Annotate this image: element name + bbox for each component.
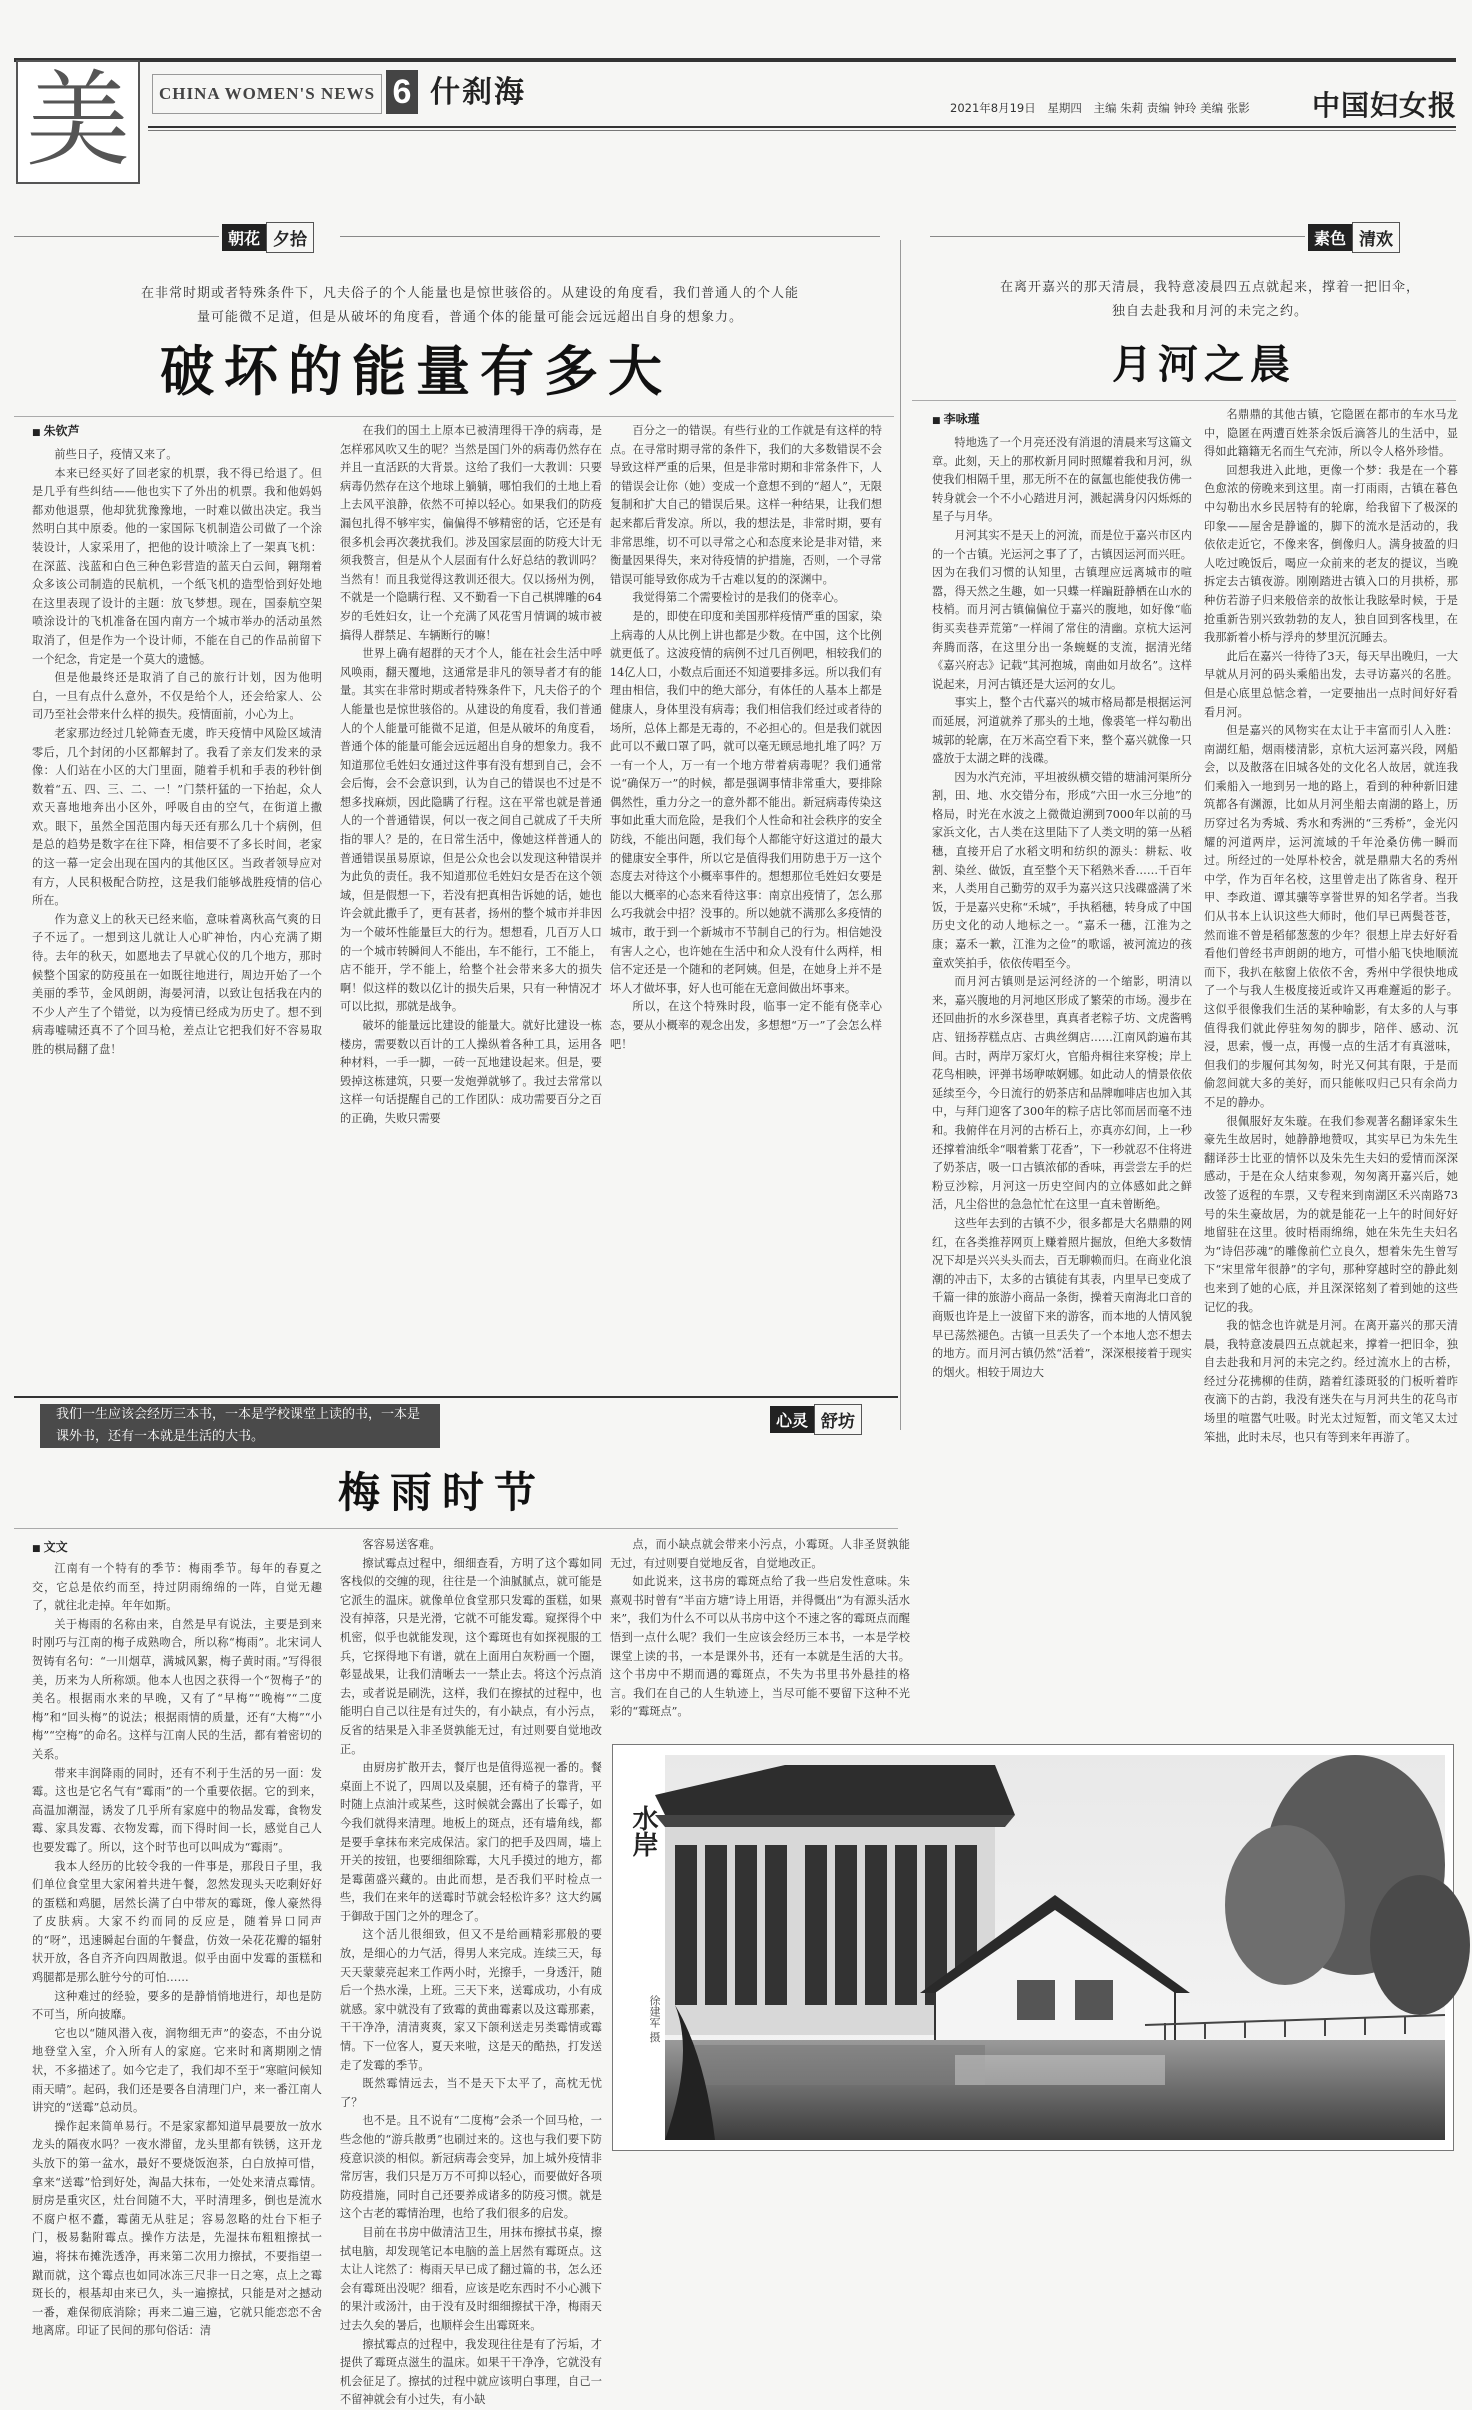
article-column-2 [340,1536,602,2407]
issue-weekday: 星期四 [1047,101,1082,115]
article-column-3 [610,422,882,1374]
building-roof-edge [655,1815,1015,1827]
photo-credit: 徐建军 摄 [648,1995,661,2043]
article-column-1 [932,434,1192,1878]
issue-date: 2021年8月19日 [950,101,1036,115]
article-column-2 [340,422,602,1374]
paragraph: 回想我进入此地，更像一个梦：我是在一个暮色愈浓的傍晚来到这里。南一打雨雨，古镇在暮色中勾勒出水乡民居特有的轮廓，给我留下了极深的印象——屋舍是静谧的，脚下的流水是活动的，我依依走近它，不像来客，倒像归人。满身披盈的归人吃过晚饭后，喝应一众前来的老友的提议，当晚拆定去古镇夜游。刚刚踏进古镇入口的月拱桥，那种仿若游子归来般倍亲的故怅让我眩晕时候，于是抢重新告别兴致勃勃的友人，独自回到客栈里，在我那新着小桥与浮舟的梦里沉沉睡去。 [1204,463,1458,645]
newspaper-logo: 中国妇女报 [1312,89,1458,122]
paragraph: 破坏的能量远比建设的能量大。就好比建设一栋楼房，需要数以百计的工人操纵着各种工具，运用各种材料，一手一脚，一砖一瓦地建设起来。但是，要毁掉这栋建筑，只要一发炮弹就够了。我过去常常以这样一句话提醒自己的工作团队：成功需要百分之百的正确，失败只需要 [340,1019,602,1125]
paragraph: 也不是。且不说有“二度梅”会杀一个回马枪，一些念他的“游兵散勇”也刷过来的。这也与我们要下防疫意识淡的相似。新冠病毒会变异，加上城外疫情非常厉害，我们只是万万不可抑以轻心，而要做好各项防疫措施，同时自己还要养成诸多的防疫习惯。就是这个古老的霉情治理，也给了我们很多的启发。 [340,2114,602,2221]
big-char-mei: 美 [16,60,140,184]
paragraph: 是的，即使在印度和美国那样疫情严重的国家，染上病毒的人从比例上讲也都是少数。在中国，这个比例就更低了。这波疫情的病例不过几百例吧，相较我们的14亿人口，小数点后面还不知道要排多远。所以我们有理由相信，我们中的绝大部分，有体任的人基本上都是健康人，身体里没有病毒；我们相信我们经过或者待的场所，总体上都是无毒的，不必担心的。但是我们就因此可以不戴口罩了吗，就可以毫无顾忌地扎堆了吗？万一有一个人，万一有一个地方带着病毒呢？我们通常说“确保万一”的时候，都是强调事情非常重大，要排除偶然性，重力分之一的意外都不能出。新冠病毒传染这事如此重大而危险，是我们个人性命和社会秩序的安全防线，不能出问题，我们每个人都能守好这道过的最大的健康安全事件，所以它是值得我们用防患于万一这个态度去对待这个小概率事件的。想想那位毛姓妇女要是能以大概率的心态来看待这事：南京出疫情了，怎么那么巧我就会中招？没事的。所以她就不满那么多疫情的城市，敢于到一个新城市不节制自己的行为。相信她没有害人之心，也许她在生活中和众人没有什么两样，相信不定还是一个随和的老阿姨。但是，在她身上并不是坏人才做坏事，好人也可能在无意间做出坏事来。 [610,609,882,995]
paragraph: 我觉得第二个需要检讨的是我们的侥幸心。 [632,591,845,605]
window-grid [675,1845,977,2005]
column-tag-main: 朝花 [222,224,266,251]
paragraph: 点，而小缺点就会带来小污点，小霉斑。人非圣贤孰能无过，有过则要自觉地反省，自觉地改正。 [610,1538,910,1570]
paragraph: 这种难过的经验，要多的是静悄悄地进行，却也是防不可当，所向披靡。 [32,1989,322,2022]
column-tag-xinling [770,1404,862,1435]
paragraph: 此后在嘉兴一待待了3天，每天早出晚归，一大早就从月河的码头乘船出发，去寻访嘉兴的名胜。但是心底里总惦念着，一定要抽出一点时间好好看看月河。 [1204,649,1458,719]
paragraph: 擦试霉点过程中，细细查看，方明了这个霉如同客栈似的交缠的现，往往是一个油腻腻点，就可能是它派生的温床。就像单位食堂那只发霉的蛋糕，如果没有掉落，只是光滑，它就不可能发霉。窥探得个中机密，似乎也就能发现，这个霉斑也有如探视服的工兵，它探得地下有谱，就在上面用白灰粉画一个圈，彰显战果，让我们清晰去一一禁止去。将这个污点消去，或者说是刷洗，这样，我们在擦拭的过程中，也能明白自己以往是有过失的，有小缺点，有小污点，反省的结果是入非圣贤孰能无过，有过则要自觉地改正。 [340,1556,602,1756]
tree [1370,1875,1470,2015]
issue-info [950,100,1250,116]
column-tag-main: 素色 [1308,224,1352,251]
paper-name-en: CHINA WOMEN'S NEWS [152,74,382,114]
reflection [685,2045,985,2085]
paragraph: 如此说来，这书房的霉斑点给了我一些启发性意味。朱熹观书时曾有“半亩方塘”诗上用语，并得慨出“为有源头活水来”，我们为什么不可以从书房中这个不速之客的霉斑点而醒悟到一点什么呢？我们一生应该会经历三本书，一本是学校课堂上读的书，一本是课外书，还有一本就是生活的大书。这个书房中不期而遇的霉斑点，不失为书里书外悬挂的格言。我们在自己的人生轨迹上，当尽可能不要留下这种不光彩的“霉斑点”。 [610,1575,910,1719]
editors: 主编 朱莉 责编 钟玲 美编 张影 [1093,101,1250,115]
paragraph: 百分之一的错误。有些行业的工作就是有这样的特点。在寻常时期寻常的条件下，我们的大多数错误不会导致这样严重的后果，但是非常时期和非常条件下，人的错误会让你（她）变成一个意想不到的“超人”，无限复制和扩大自己的错误后果。这样一种结果，让我们想起来都后背发凉。所以，我的想法是，非常时期，要有非常思维，切不可以寻常之心和态度来论是非对错，来衡量因果得失，来对待疫情的护措施，否则，一个寻常错误可能导致你成为千古难以复的的深渊中。 [610,424,882,586]
paragraph: 客容易送客难。 [362,1538,441,1551]
gable-window [1075,1980,1113,2020]
paragraph: 江南有一个特有的季节：梅雨季节。每年的春夏之交，它总是依约而至，持过阴雨绵绵的一阵，自觉无趣了，就往北走掉。年年如斯。 [32,1562,322,1613]
article-deck: 在非常时期或者特殊条件下，凡夫俗子的个人能量也是惊世骇俗的。从建设的角度看，我们普通人的个人能量可能微不足道，但是从破坏的角度看，普通个体的能量可能会远远超出自身的想象力。 [140,286,799,325]
paragraph: 月河其实不是天上的河流，而是位于嘉兴市区内的一个古镇。光运河之事了了，古镇因运河而兴旺。因为在我们习惯的认知里，古镇理应远离城市的喧嚣，得天然之生趣，如一只蝶一样蹁跹静栖在山水的枝梢。而月河古镇偏偏位于嘉兴的腹地，如好像“临街买卖巷弄荒第”一样闹了常住的清幽。京杭大运河奔腾而落，在这里分出一条蜿蜒的支流，据清光绪《嘉兴府志》记载“其河抱城，南曲如月故名”。这样说起来，月河古镇还是大运河的女儿。 [932,528,1192,691]
article-column-1 [32,446,322,1376]
column-tag-main: 心灵 [770,1406,814,1433]
column-tag-suse [1308,222,1400,253]
paragraph: 事实上，整个古代嘉兴的城市格局都是根据运河而延展，河道就养了那头的土地，像裘笔一样勾勒出城郭的轮廓，在万米高空看下来，整个嘉兴就像一只盛放于太湖之畔的浅碟。 [932,696,1192,766]
gable-window [1017,1980,1055,2020]
paragraph: 但是嘉兴的风物实在太让于丰富而引人入胜：南湖红船，烟雨楼清影，京杭大运河嘉兴段，网船会，以及散落在旧城各处的文化名人故居，就连我们乘船入一地到另一地的路上，看到的种种新旧建筑都各有渊源，比如从月河坐船去南湖的路上，历历穿过名为秀城、秀水和秀洲的“三秀桥”，金光闪耀的河道两岸，运河流域的千年沧桑仿佛一瞬而过。所经过的一处厚朴校舍，就是鼎鼎大名的秀州中学，作为百年名校，这里曾走出了陈省身、程开甲、李政道、谭其骧等享誉世界的知名学者。当我们从书本上认识这些大师时，他们早已两鬓苍苍，然而谁不曾是稻郁葱葱的少年？很想上岸去好好看看他们曾经书声朗朗的地方，可惜小船飞快地顺流而下，我扒在舷窗上依依不舍，秀州中学很快地成了一个与我人生极度接近或许又再难邂逅的影子。这似乎很像我们生活的某种喻影，有太多的人与事值得我们就此停驻匆匆的脚步，陪伴、感动、沉浸，思索，慢一点，再慢一点的生活才有真滋味，但我们的步履何其匆匆，时光又何其有限，于是而偷忽间就大多的美好，而只能帐叹归己只有余尚力不足的静办。 [1204,724,1458,1109]
paragraph: 我的惦念也许就是月河。在离开嘉兴的那天清晨，我特意凌晨四五点就起来，撑着一把旧伞，独自去赴我和月河的未完之约。经过流水上的古桥，经过分花拂柳的佳荫，踏着红漆斑驳的门板听着昨夜滴下的古韵，我没有迷失在与月河共生的花鸟市场里的喧嚣气吐吸。时光太过短暂，而文笔又太过笨拙，此时未尽，也只有等到来年再游了。 [1204,1319,1458,1444]
paragraph: 这个活儿很细致，但又不是给画精彩那般的要放，是细心的力气活，得男人来完成。连续三天，每天天蒙蒙亮起来工作两小时，光擦手，一身透汗，随后一个热水澡，上班。三天下来，送霉成功，小有成就感。家中就没有了致霉的黄曲霉素以及这霉那素，干干净净，清清爽爽，家又下颌利送走另类霉情或霉情。下一位客人，夏天来啦，这是天的酷热，打发送走了发霉的季节。 [340,1928,602,2072]
quote-text: 我们一生应该会经历三本书，一本是学校课堂上读的书，一本是课外书，还有一本就是生活的大书。 [56,1407,421,1444]
paragraph: 很佩服好友朱璇。在我们参观著名翻译家朱生豪先生故居时，她静静地赞叹，其实早已为朱先生翻译莎士比亚的情怀以及朱先生夫妇的爱情而深深感动，于是在众人结束参观，匆匆离开嘉兴后，她改签了返程的车票，又专程来到南湖区禾兴南路73号的朱生豪故居，为的就是能花一上午的时间好好地留驻在这里。彼时梧雨绵绵，她在朱先生夫妇名为“诗侣莎魂”的雕像前伫立良久，想着朱先生曾写下“宋里常年很静”的字句，那种穿越时空的静此刻也来到了她的心底，并且深深铭刻了着到她的这些记忆的我。 [1204,1114,1458,1314]
paragraph: 世界上确有超群的天才个人，能在社会生活中呼风唤雨，翻天覆地，这通常是非凡的领导者才有的能量。其实在非常时期或者特殊条件下，凡夫俗子的个人能量也是惊世骇俗的。从建设的角度看，我们普通人的个人能量可能微不足道，但是从破坏的角度看，普通个体的能量可能会远远超出自身的想象力。我不知道那位毛姓妇女通过这件事有没有想到自己，会不会后悔，会不会意识到，认为自己的错误也不过是不想多找麻烦，因此隐瞒了行程。这在平常也就是普通人的一个普通错误，何以一夜之间自己就成了千夫所指的罪人？是的，在日常生活中，像她这样普通人的普通错误虽易原谅，但是公众也会以发现这种错误并为此负的责任。我不知道那位毛姓妇女是否在这个领域，但是假想一下，若没有把真相告诉她的话，她也许会就此撒手了，更有甚者，扬州的整个城市并非因为一个破坏性能量巨大的行为。想想看，几百万人口的一个城市转瞬间人不能出，车不能行，工不能上，店不能开，学不能上，给整个社会带来多大的损失啊！似这样的数以亿计的损失后果，只有一种情况才可以比拟，那就是战争。 [340,647,602,1014]
paragraph: 名鼎鼎的其他古镇，它隐匿在都市的车水马龙中，隐匿在两遭百姓茶余饭后滴答儿的生活中，显得如此籍籍无名而生气充沛，所以令人格外珍惜。 [1204,408,1458,459]
paragraph: 它也以“随风潜入夜，润物细无声”的姿态，不由分说地登堂入室，介入所有人的家庭。它来时和离期刚之情状，不多描述了。如今它走了，我们却不至于“寒暄问候知雨天晴”。起码，我们还是要各自清理门户，来一番江南人讲究的“送霉”总动员。 [32,2026,322,2115]
article-column-1 [32,1560,322,2338]
article-title: 破坏的能量有多大 [160,339,672,403]
paragraph: 老家那边经过几轮筛查无虞，昨天疫情中风险区域清零后，几个封闭的小区都解封了。我看了亲友们发来的录像：人们站在小区的大门里面，随着手机和手表的秒针倒数着“五、四、三、二、一！”门禁杆猛的一下抬起，众人欢天喜地地奔出小区外，呼吸自由的空气，在街道上撒欢。眼下，虽然全国范围内每天还有那么几十个病例，但是总的趋势是数字在往下降，相信要不了多长时间，老家的这一幕一定会出现在国内的其他区区。当政者领导应对有方，人民积极配合防控，这是我们能够战胜疫情的信心所在。 [32,726,322,908]
paragraph: 作为意义上的秋天已经来临，意味着离秋高气爽的日子不远了。一想到这儿就让人心旷神怡，内心充满了期待。去年的秋天，如愿地去了早就心仪的几个地方，那时候整个国家的防疫虽在一如既往地进行，周边开始了一个美丽的季节，金风朗朗，海晏河清，以致让包括我在内的不少人产生了个错觉，以为疫情已经成为历史了。想不到病毒嘘啸还真不了个回马枪，差点让它把我们好不容易取胜的棋局翻了盘！ [32,912,322,1056]
article-byline: ■ 朱钦芦 [32,422,80,439]
section-name: 什刹海 [430,75,526,110]
paragraph: 既然霉情远去，当不是天下太平了，高枕无忧了？ [340,2077,602,2109]
paragraph: 所以，在这个特殊时段，临事一定不能有侥幸心态，要从小概率的观念出发，多想想“万一”了会怎么样吧！ [610,1000,882,1051]
reflection [955,2055,1165,2085]
article-column-3 [610,1536,910,1719]
paragraph: 前些日子，疫情又来了。 [54,448,178,461]
article-column-2 [1204,406,1458,1878]
tree [1225,1825,1345,1985]
paragraph: 由厨房扩散开去，餐厅也是值得巡视一番的。餐桌面上不说了，四周以及桌腿，还有椅子的靠背，平时随上点油汁或某些，这时候就会露出了长霉子，如今我们就得来清理。地板上的斑点，还有墙角线，都是要手拿抹布来完成保洁。家门的把手及四周，墙上开关的按钮，也要细细除霉，大凡手摸过的地方，都是霉菌盛兴藏的。由此而想，是否我们平时检点一些，我们在来年的送霉时节就会轻松许多？这大约属于御敌于国门之外的理念了。 [340,1761,602,1923]
column-tag-sub: 夕拾 [266,222,314,253]
photo-frame [612,1744,1454,2151]
column-tag-sub: 舒坊 [814,1404,862,1435]
article-byline: ■ 李咏瑾 [932,410,980,427]
page-number: 6 [386,70,418,114]
paragraph: 因为水汽充沛，平坦被纵横交错的塘浦河渠所分割，田、地、水交错分布，形成“六田一水三分地”的格局，时光在水波之上微微迫溯到7000年以前的马家浜文化，古人类在这里陆下了人类文明的第一丛稻穗，直接开启了水稻文明和纺织的源头：耕耘、收割、染丝、做饭，直至整个天下稻熟米香……千百年来，人类用自己勤劳的双手为嘉兴这只浅碟盛满了米饭，于是嘉兴史称“禾城”，手执稻穗，转身成了中国历史文化的动人地标之一。“嘉禾一穗，江淮为之康；嘉禾一歉，江淮为之俭”的歌谣，被河流边的孩童欢笑拍手，依依传唱至今。 [932,770,1192,970]
paragraph: 但是他最终还是取消了自己的旅行计划，因为他明白，一旦有点什么意外，不仅是给个人，还会给家人、公司乃至社会带来什么样的损失。疫情面前，小心为上。 [32,671,322,722]
paragraph: 操作起来简单易行。不是家家都知道早晨要放一放水龙头的隔夜水吗？一夜水滞留，龙头里都有铁锈，这开龙头放下的第一盆水，最好不要烧饭泡茶，白白放掉可惜，拿来“送霉”恰到好处，淘晶大抹布，一处处来清点霉情。厨房是重灾区，灶台间随不大，平时清理多，倒也是流水不腐户枢不蠹，霉菌无从驻足；容易忽略的灶台下柜子门，极易黏附霉点。操作方法是，先湿抹布粗粗擦拭一遍，将抹布摊洗透净，再来第二次用力擦拭，不要指望一蹴而就，这个霉点也如同冰冻三尺非一日之寒，点上之霉斑长的，根基却由来已久，头一遍擦拭，只能是对之撼动一番，难保彻底消除；再来二遍三遍，它就只能恋恋不舍地离席。印证了民间的那句俗话：清 [32,2119,322,2338]
article-deck: 在离开嘉兴的那天清晨，我特意凌晨四五点就起来，撑着一把旧伞，独自去赴我和月河的未完之约。 [1000,280,1421,319]
article-byline: ■ 文文 [32,1538,68,1555]
paragraph: 擦拭霉点的过程中，我发现往往是有了污垢，才提供了霉斑点滋生的温床。如果干干净净，它就没有机会征足了。擦拭的过程中就应该明白事理，自己一不留神就会有小过失，有小缺 [340,2337,602,2407]
paragraph: 我本人经历的比较令我的一件事是，那段日子里，我们单位食堂里大家闲着共进午餐，忽然发现头天吃剩好好的蛋糕和鸡腿，居然长满了白中带灰的霉斑，像人豪然得了皮肤病。大家不约而同的反应是，随着异口同声的“呀”，迅速瞬起台面的午餐盘，仿效一朵花花瓣的辐射状开放，各自齐齐向四周散退。似乎由面中发霉的蛋糕和鸡腿都是那么脏兮兮的可怕…… [32,1859,322,1985]
article-title: 月河之晨 [1112,341,1296,388]
photo-caption-title: 水岸 [628,1805,658,1857]
article-title: 梅雨时节 [338,1468,547,1517]
column-tag-sub: 清欢 [1352,222,1400,253]
paragraph: 这些年去到的古镇不少，很多都是大名鼎鼎的网红，在各类推荐网页上赚着照片掘放，但绝大多数情况下却是兴兴头头而去，百无聊赖而归。在商业化浪潮的冲击下，太多的古镇徒有其表，内里早已变成了千篇一律的旅游小商品一条街，操着天南海北口音的商贩也许是上一波留下来的游客，而本地的人情风貌早已荡然褪色。古镇一旦丢失了一个本地人恋不想去的地方。而月河古镇仍然“活着”，深深根接着于现实的烟火。相较于周边大 [932,1216,1192,1379]
paragraph: 目前在书房中做清洁卫生，用抹布擦拭书桌，擦拭电脑，却发现笔记本电脑的盖上居然有霉斑点。这太让人诧然了：梅雨天早已成了翻过篇的书，怎么还会有霉斑出没呢？细看，应该是吃东西时不小心溅下的果汁或汤汁，由于没有及时细细擦拭干净，梅雨天过去久矣的暑后，也顺样会生出霉斑来。 [340,2225,602,2332]
column-tag-zhaohua [222,222,314,253]
paragraph: 而月河古镇则是运河经济的一个缩影，明清以来，嘉兴腹地的月河地区形成了繁荣的市场。漫步在还回曲折的水乡深巷里，真真者老粽子坊、文虎酱鸭店、钮扬荐糕点店、古典丝绸店……江南风韵遍布其间。古时，两岸万家灯火，官船舟楫往来穿梭；岸上花鸟相映，评弹书场咿哝婀娜。如此动人的情景依依延续至今，今日流行的奶茶店和品牌咖啡店也加入其中，与拜门迎客了300年的粽子店比邻而居而毫不违和。我俯伴在月河的古桥石上，亦真亦幻间，上一秒还撑着油纸伞“咽着紫丁花香”，下一秒就忍不住将进了奶茶店，吸一口古镇浓郁的香味，再尝尝左手的烂粉豆沙粽，月河这一历史空间内的立体感如此之鲜活，凡尘俗世的急急忙忙在这里一直未曾断绝。 [932,975,1192,1212]
waterside-building-photo [665,1755,1445,2140]
paragraph: 在我们的国土上原本已被清理得干净的病毒，是怎样邪风吹又生的呢？当然是国门外的病毒仍然存在并且一直活跃的大背景。这给了我们一大教训：只要病毒仍然存在这个地球上躺躺，哪怕我们的土地上看上去风平浪静，依然不可掉以轻心。如果我们的防疫漏包扎得不够牢实，偏偏得不够精密的话，它还是有很多机会再次袭扰我们。涉及国家层面的防疫大计无须我赘言，但是从个人层面有什么好总结的教训吗？当然有！而且我觉得这教训还很大。仅以扬州为例，不就是一个隐瞒行程、又不勤看一下自己棋牌雕的64岁的毛姓妇女，让一个充满了风花雪月情调的城市被搞得人群禁足、车辆断行的嘛！ [340,424,602,642]
paragraph: 特地选了一个月亮还没有消退的清晨来写这篇文章。此刻，天上的那枚新月同时照耀着我和月河，纵使我们相隔千里，那无所不在的氤氲也能使我仿佛一转身就会一个不小心踏进月河，溅起满身闪闪烁烁的星子与月华。 [932,436,1192,524]
paragraph: 本来已经买好了回老家的机票，我不得已给退了。但是几乎有些纠结——他也实下了外出的机票。我和他妈妈都劝他退票，他却犹犹豫豫地，一时难以做出决定。我当然明白其中原委。他的一家国际飞机制造公司做了一个涂装设计，人家采用了，把他的设计喷涂上了一架真飞机：在深蓝、浅蓝和白色三种色彩营造的蓝天白云间，翱翔着众多该公司制造的民航机，一个纸飞机的造型恰到好处地在这里表现了设计的主题：放飞梦想。现在，国泰航空架喷涂设计的飞机准备在国内南方一个城市举办的活动虽然取消了，但是作为一个设计师，不能在自己的作品前留下一个纪念，肯定是一个莫大的遗憾。 [32,466,322,666]
paragraph: 带来丰润降雨的同时，还有不利于生活的另一面：发霉。这也是它名气有“霉雨”的一个重要依据。它的到来，高温加潮湿，诱发了几乎所有家庭中的物品发霉，食物发霉、家具发霉、衣物发霉，而下得时间一长，感觉自己人也要发霉了。所以，这个时节也可以叫成为“霉雨”。 [32,1766,322,1854]
paragraph: 关于梅雨的名称由来，自然是早有说法，主要是到来时刚巧与江南的梅子成熟吻合，所以称“梅雨”。北宋词人贺铸有名句：“一川烟草，满城风絮，梅子黄时雨。”写得很美，历来为人所称颂。他本人也因之获得一个“贺梅子”的美名。根据雨水来的早晚，又有了“早梅”“晚梅”“二度梅”和“回头梅”的说法；根据雨情的质量，还有“大梅”“小梅”“空梅”的命名。这样与江南人民的生活，都有着密切的关系。 [32,1617,322,1761]
